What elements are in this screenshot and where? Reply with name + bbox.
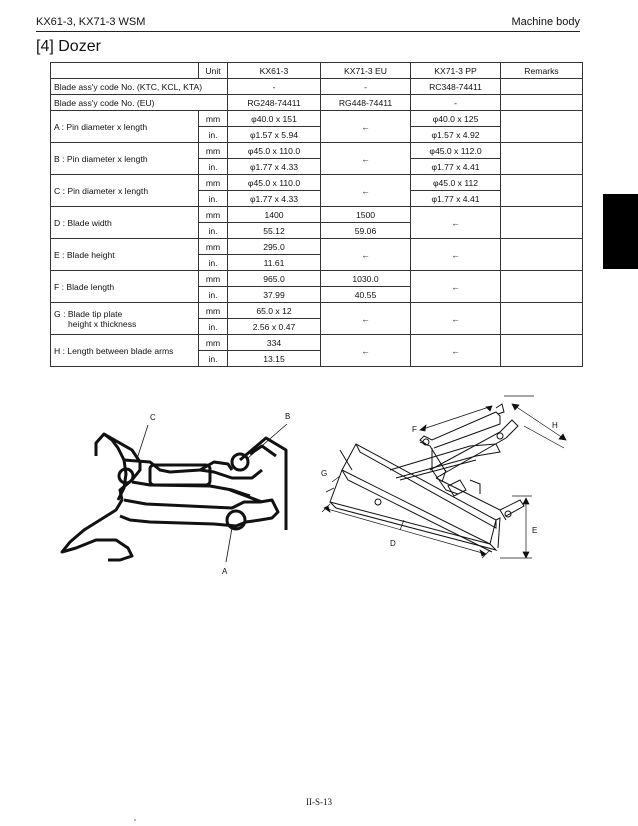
cell-kx71-pp-mm: φ45.0 x 112.0 <box>411 143 501 159</box>
chapter-title: Machine body <box>511 16 580 28</box>
row-label-line1: F : Blade length <box>54 281 115 292</box>
cell-kx71-pp: ← <box>411 207 501 239</box>
cell-kx71-pp-in: φ1.77 x 4.41 <box>411 159 501 175</box>
unit-mm: mm <box>199 303 228 319</box>
side-view-diagram <box>62 434 286 560</box>
col-header-remarks: Remarks <box>501 63 583 79</box>
cell-kx61-in: 11.61 <box>228 255 321 271</box>
cell-kx71-pp: ← <box>411 335 501 367</box>
cell-kx71-pp-mm: φ45.0 x 112 <box>411 175 501 191</box>
cell-kx71-eu-mm: 1500 <box>321 207 411 223</box>
cell-kx61-in: 55.12 <box>228 223 321 239</box>
cell-kx71-eu: - <box>321 79 411 95</box>
row-label-line1: E : Blade height <box>54 249 115 260</box>
col-header-kx61: KX61-3 <box>228 63 321 79</box>
unit-mm: mm <box>199 239 228 255</box>
row-label-line2: height x thickness <box>68 318 137 329</box>
row-label-line1: G : Blade tip plate <box>54 308 123 319</box>
row-label-line1: D : Blade width <box>54 217 112 228</box>
row-label-line1: A : Pin diameter x length <box>54 121 148 132</box>
cell-kx71-eu: ← <box>321 175 411 207</box>
label-g: G <box>321 469 328 478</box>
leader-a <box>226 528 232 562</box>
cell-kx71-eu-in: 59.06 <box>321 223 411 239</box>
col-header-kx71-pp: KX71-3 PP <box>411 63 501 79</box>
unit-in: in. <box>199 191 228 207</box>
cell-kx71-pp: ← <box>411 303 501 335</box>
cell-kx61-mm: 65.0 x 12 <box>228 303 321 319</box>
col-header-kx71-eu: KX71-3 EU <box>321 63 411 79</box>
cell-kx61-mm: 295.0 <box>228 239 321 255</box>
row-label-line1: H : Length between blade arms <box>54 345 174 356</box>
cell-kx71-pp: RC348-74411 <box>411 79 501 95</box>
cell-kx61-mm: φ40.0 x 151 <box>228 111 321 127</box>
cell-kx71-pp-in: φ1.77 x 4.41 <box>411 191 501 207</box>
cell-kx71-pp: - <box>411 95 501 111</box>
cell-kx71-pp-in: φ1.57 x 4.92 <box>411 127 501 143</box>
cell-kx71-eu-in: 40.55 <box>321 287 411 303</box>
cell-kx61-mm: φ45.0 x 110.0 <box>228 143 321 159</box>
unit-mm: mm <box>199 335 228 351</box>
cell-kx61-in: φ1.57 x 5.94 <box>228 127 321 143</box>
unit-in: in. <box>199 255 228 271</box>
row-label-line1: C : Pin diameter x length <box>54 185 149 196</box>
label-a: A <box>222 567 228 576</box>
unit-in: in. <box>199 351 228 367</box>
cell-kx61-mm: 334 <box>228 335 321 351</box>
manual-title: KX61-3, KX71-3 WSM <box>36 16 146 28</box>
cell-kx61-in: 13.15 <box>228 351 321 367</box>
cell-kx61-in: 2.56 x 0.47 <box>228 319 321 335</box>
unit-in: in. <box>199 127 228 143</box>
label-h: H <box>552 421 558 430</box>
cell-kx71-eu-mm: 1030.0 <box>321 271 411 287</box>
cell-kx71-eu: ← <box>321 111 411 143</box>
cell-kx71-pp-mm: φ40.0 x 125 <box>411 111 501 127</box>
unit-in: in. <box>199 319 228 335</box>
unit-in: in. <box>199 223 228 239</box>
label-f: F <box>412 425 417 434</box>
row-label: Blade ass'y code No. (EU) <box>51 95 228 111</box>
cell-kx61-in: φ1.77 x 4.33 <box>228 159 321 175</box>
isometric-view-diagram <box>330 404 524 552</box>
unit-mm: mm <box>199 111 228 127</box>
unit-in: in. <box>199 287 228 303</box>
cell-kx61-mm: 965.0 <box>228 271 321 287</box>
row-label: Blade ass'y code No. (KTC, KCL, KTA) <box>51 79 228 95</box>
unit-mm: mm <box>199 207 228 223</box>
dim-d <box>324 508 486 554</box>
cell-kx71-eu: RG448-74411 <box>321 95 411 111</box>
cell-kx71-pp: ← <box>411 239 501 271</box>
leader-c <box>136 425 148 462</box>
row-label-line1: B : Pin diameter x length <box>54 153 148 164</box>
section-title: [4] Dozer <box>36 38 101 55</box>
label-b: B <box>285 412 291 421</box>
page-number: II-S-13 <box>306 797 332 807</box>
leader-b <box>248 424 287 458</box>
cell-kx71-eu: ← <box>321 303 411 335</box>
scan-speck <box>134 819 136 821</box>
label-c: C <box>150 413 156 422</box>
cell-kx71-eu: ← <box>321 239 411 271</box>
cell-kx71-pp: ← <box>411 271 501 303</box>
cell-kx71-eu: ← <box>321 335 411 367</box>
unit-mm: mm <box>199 175 228 191</box>
cell-kx61-in: φ1.77 x 4.33 <box>228 191 321 207</box>
cell-kx71-eu: ← <box>321 143 411 175</box>
cell-kx61: RG248-74411 <box>228 95 321 111</box>
col-header-unit: Unit <box>199 63 228 79</box>
unit-mm: mm <box>199 143 228 159</box>
cell-kx61-mm: 1400 <box>228 207 321 223</box>
cell-kx61: - <box>228 79 321 95</box>
label-d: D <box>390 539 396 548</box>
cell-kx61-in: 37.99 <box>228 287 321 303</box>
unit-in: in. <box>199 159 228 175</box>
cell-kx61-mm: φ45.0 x 110.0 <box>228 175 321 191</box>
label-e: E <box>532 526 538 535</box>
unit-mm: mm <box>199 271 228 287</box>
